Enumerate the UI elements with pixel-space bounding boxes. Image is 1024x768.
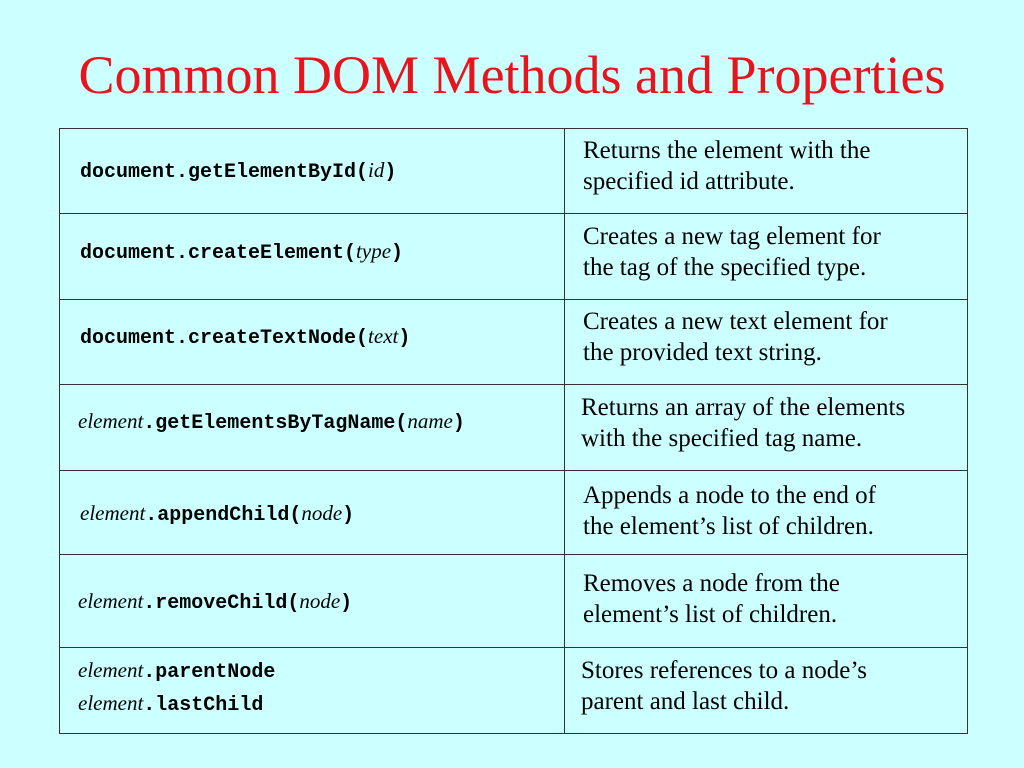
table-row	[60, 129, 968, 214]
table-row	[60, 555, 968, 648]
element-prefix: element	[78, 657, 144, 682]
method-close: )	[340, 591, 353, 615]
description-line: Returns the element with the	[583, 137, 871, 164]
method-cell	[60, 648, 565, 734]
method-name: .getElementsByTagName(	[143, 412, 408, 435]
method-signature	[60, 406, 564, 439]
method-arg: text	[368, 323, 399, 348]
method-name: .removeChild(	[143, 591, 300, 615]
description-cell	[565, 385, 968, 471]
method-arg: name	[407, 409, 453, 433]
method-cell	[60, 214, 565, 300]
method-name: .appendChild(	[145, 504, 302, 527]
method-signature	[60, 498, 564, 531]
table-row	[60, 471, 968, 555]
method-arg: type	[356, 239, 392, 263]
table-row	[60, 214, 968, 300]
table-row	[60, 300, 968, 385]
method-cell	[60, 129, 565, 214]
method-close: )	[384, 160, 397, 184]
table-row	[60, 385, 968, 471]
description-line: Returns an array of the elements	[581, 393, 906, 421]
slide-title: Common DOM Methods and Properties	[78, 45, 946, 105]
description-line: with the specified tag name.	[581, 424, 863, 452]
property-name: .parentNode	[143, 660, 276, 684]
description-line: the tag of the specified type.	[583, 253, 867, 281]
method-signature	[60, 155, 564, 188]
property-name: .lastChild	[143, 693, 264, 717]
method-signature	[60, 236, 564, 269]
description-line: element’s list of children.	[583, 601, 838, 628]
description-line: Stores references to a node’s	[581, 656, 867, 684]
dom-methods-table	[59, 128, 968, 734]
description-line: Appends a node to the end of	[583, 481, 876, 509]
method-cell	[60, 555, 565, 648]
description-line: Removes a node from the	[583, 570, 840, 597]
method-name: document.getElementById(	[80, 160, 369, 184]
method-close: )	[452, 412, 465, 435]
method-close: )	[342, 504, 355, 527]
description-line: Creates a new tag element for	[583, 222, 881, 250]
property-signature	[60, 688, 564, 721]
property-signature	[60, 655, 564, 688]
method-signature	[60, 321, 564, 354]
element-prefix: element	[78, 690, 144, 715]
description-cell	[565, 471, 968, 555]
method-name: document.createElement(	[80, 242, 357, 265]
description-cell	[565, 648, 968, 734]
method-close: )	[398, 326, 411, 350]
description-cell	[565, 300, 968, 385]
description-cell	[565, 214, 968, 300]
element-prefix: element	[78, 588, 144, 613]
method-signature	[60, 586, 564, 619]
method-arg: id	[368, 157, 385, 182]
method-cell	[60, 385, 565, 471]
method-arg: node	[299, 588, 341, 613]
element-prefix: element	[78, 409, 144, 433]
method-arg: node	[301, 501, 343, 525]
description-line: the provided text string.	[583, 339, 822, 366]
method-cell	[60, 300, 565, 385]
description-line: parent and last child.	[581, 687, 790, 715]
element-prefix: element	[80, 501, 146, 525]
description-line: specified id attribute.	[583, 168, 795, 195]
description-line: Creates a new text element for	[583, 308, 888, 335]
method-cell	[60, 471, 565, 555]
description-cell	[565, 129, 968, 214]
table-row	[60, 648, 968, 734]
description-cell	[565, 555, 968, 648]
description-line: the element’s list of children.	[583, 512, 874, 540]
method-close: )	[391, 242, 404, 265]
method-name: document.createTextNode(	[80, 326, 369, 350]
